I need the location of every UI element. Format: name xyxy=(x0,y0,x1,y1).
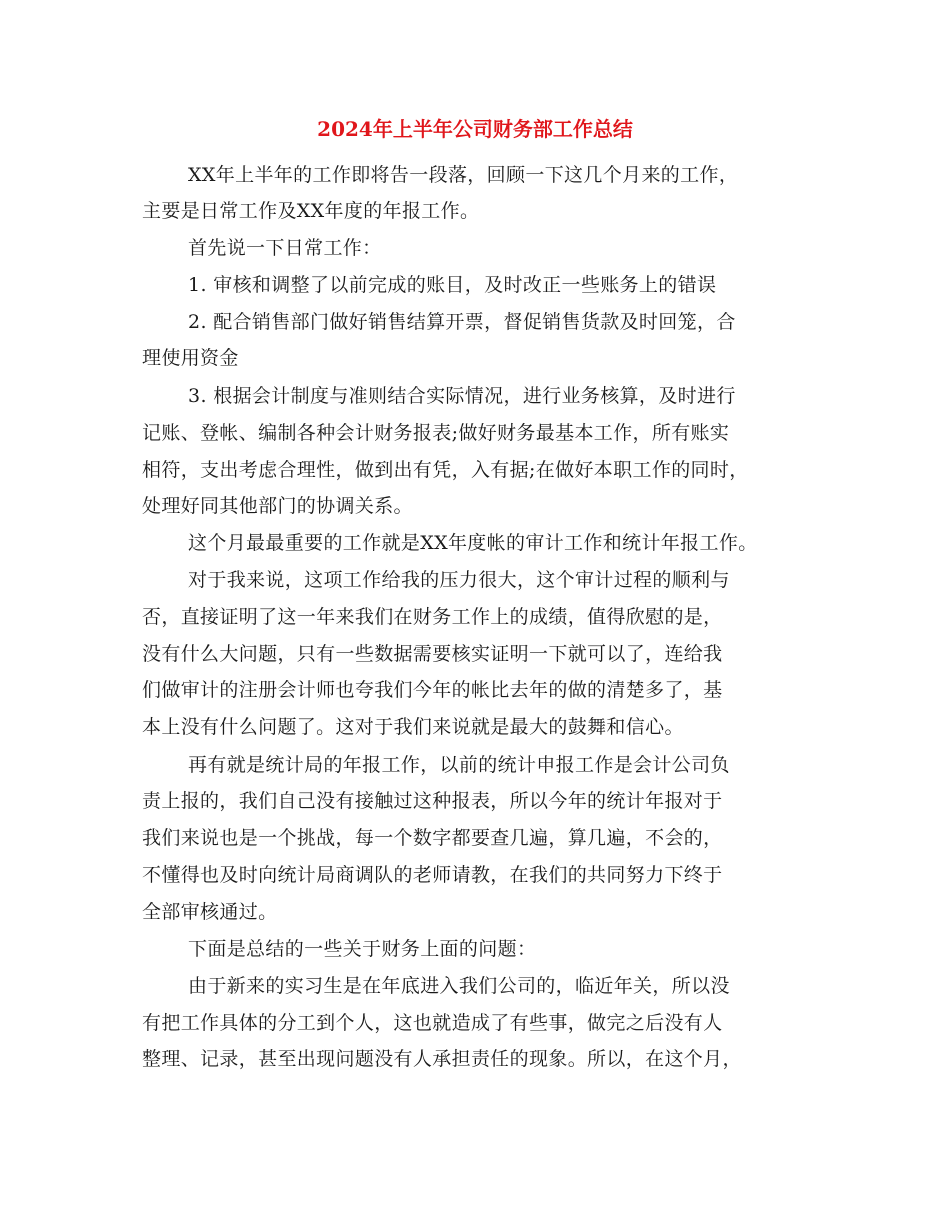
list-item-line: 相符，支出考虑合理性，做到出有凭，入有据;在做好本职工作的同时， xyxy=(142,459,749,481)
page-title: 2024年上半年公司财务部工作总结 xyxy=(317,117,633,141)
paragraph-line: 责上报的，我们自己没有接触过这种报表，所以今年的统计年报对于 xyxy=(142,790,723,812)
list-item-line: 理使用资金 xyxy=(142,347,239,369)
paragraph-line: 对于我来说，这项工作给我的压力很大，这个审计过程的顺利与 xyxy=(188,569,730,591)
paragraph-line: 这个月最最重要的工作就是XX年度帐的审计工作和统计年报工作。 xyxy=(188,532,758,554)
list-item-line: 2. 配合销售部门做好销售结算开票，督促销售货款及时回笼，合 xyxy=(188,311,736,333)
paragraph-line: 下面是总结的一些关于财务上面的问题： xyxy=(188,938,537,960)
paragraph-line: 我们来说也是一个挑战，每一个数字都要查几遍，算几遍，不会的， xyxy=(142,827,723,849)
paragraph-line: 全部审核通过。 xyxy=(142,901,278,923)
paragraph-line: 本上没有什么问题了。这对于我们来说就是最大的鼓舞和信心。 xyxy=(142,716,684,738)
list-item-line: 1. 审核和调整了以前完成的账目，及时改正一些账务上的错误 xyxy=(188,274,717,296)
paragraph-line: 首先说一下日常工作： xyxy=(188,237,382,259)
paragraph-line: 由于新来的实习生是在年底进入我们公司的，临近年关，所以没 xyxy=(188,975,730,997)
list-item-line: 3. 根据会计制度与准则结合实际情况，进行业务核算，及时进行 xyxy=(188,385,736,407)
paragraph-line: 有把工作具体的分工到个人，这也就造成了有些事，做完之后没有人 xyxy=(142,1012,723,1034)
paragraph-line: 整理、记录，甚至出现问题没有人承担责任的现象。所以，在这个月， xyxy=(142,1048,742,1070)
paragraph-line: 没有什么大问题，只有一些数据需要核实证明一下就可以了，连给我 xyxy=(142,643,723,665)
list-item-line: 记账、登帐、编制各种会计财务报表;做好财务最基本工作，所有账实 xyxy=(142,422,730,444)
paragraph-line: 们做审计的注册会计师也夸我们今年的帐比去年的做的清楚多了，基 xyxy=(142,679,723,701)
paragraph-line: 主要是日常工作及XX年度的年报工作。 xyxy=(142,200,480,222)
paragraph-line: 不懂得也及时向统计局商调队的老师请教，在我们的共同努力下终于 xyxy=(142,864,723,886)
paragraph-line: XX年上半年的工作即将告一段落，回顾一下这几个月来的工作， xyxy=(188,164,739,186)
paragraph-line: 否，直接证明了这一年来我们在财务工作上的成绩，值得欣慰的是， xyxy=(142,606,723,628)
list-item-line: 处理好同其他部门的协调关系。 xyxy=(142,495,413,517)
paragraph-line: 再有就是统计局的年报工作，以前的统计申报工作是会计公司负 xyxy=(188,754,730,776)
